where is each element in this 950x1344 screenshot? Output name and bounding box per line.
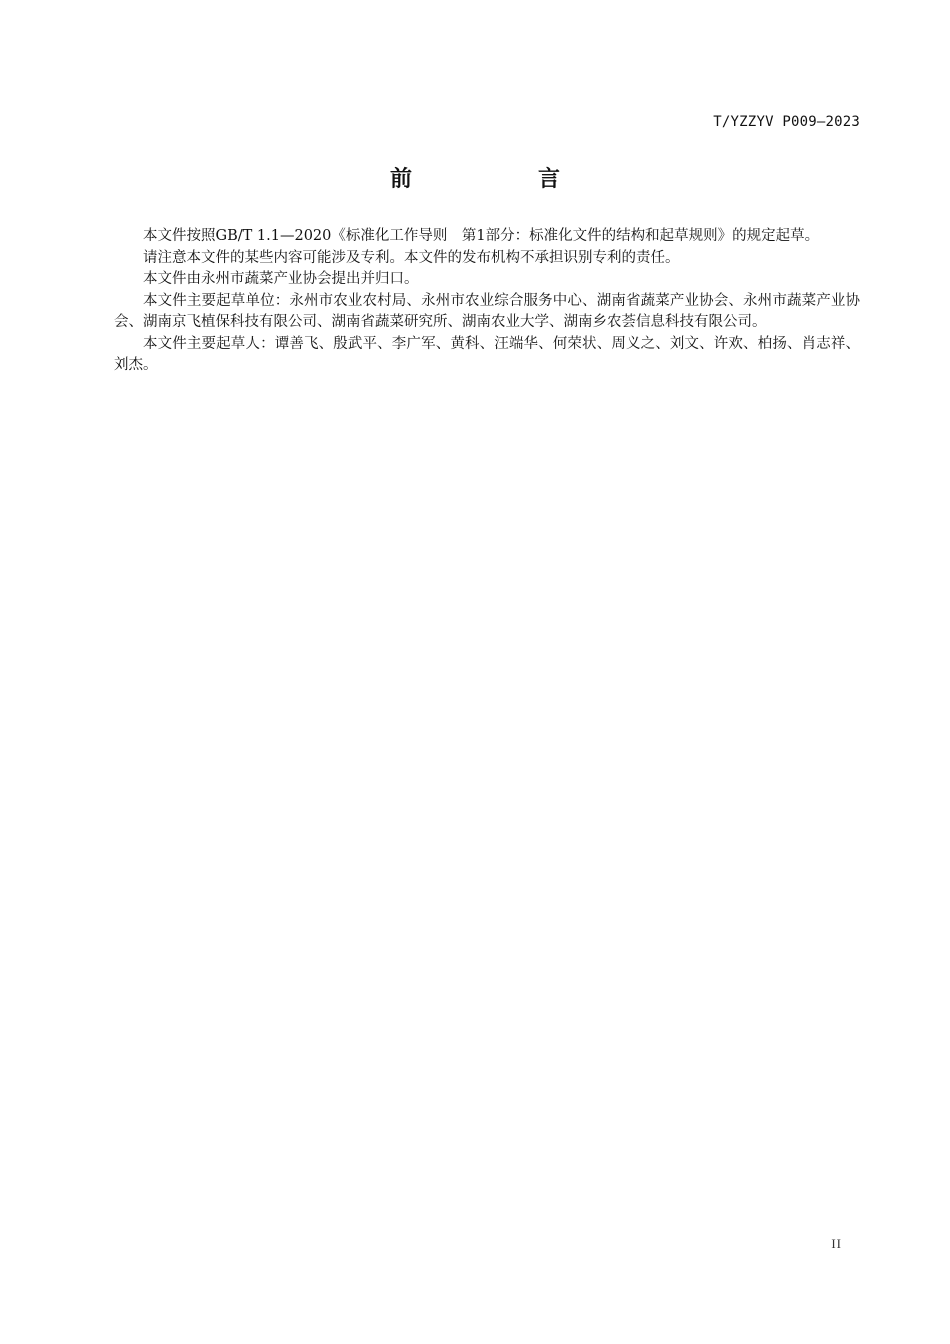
standard-code: T/YZZYV P009—2023 (713, 114, 860, 130)
paragraph-drafting-units: 本文件主要起草单位：永州市农业农村局、永州市农业综合服务中心、湖南省蔬菜产业协会、永州市蔬菜产业协会、湖南京飞植保科技有限公司、湖南省蔬菜研究所、湖南农业大学、湖南乡农荟信息科技有限公司。 (114, 292, 860, 330)
page-number: II (831, 1236, 842, 1251)
foreword-body (114, 226, 860, 377)
paragraph-patent-notice: 请注意本文件的某些内容可能涉及专利。本文件的发布机构不承担识别专利的责任。 (143, 249, 680, 266)
paragraph-drafters: 本文件主要起草人：谭善飞、殷武平、李广军、黄科、汪端华、何荣状、周义之、刘文、许欢、柏扬、肖志祥、刘杰。 (114, 335, 860, 373)
page-title: 前 言 (389, 167, 612, 192)
paragraph-proposer: 本文件由永州市蔬菜产业协会提出并归口。 (143, 271, 419, 287)
paragraph-drafting-basis: 本文件按照GB/T 1.1—2020《标准化工作导则 第1部分：标准化文件的结构和起草规则》的规定起草。 (143, 228, 820, 244)
